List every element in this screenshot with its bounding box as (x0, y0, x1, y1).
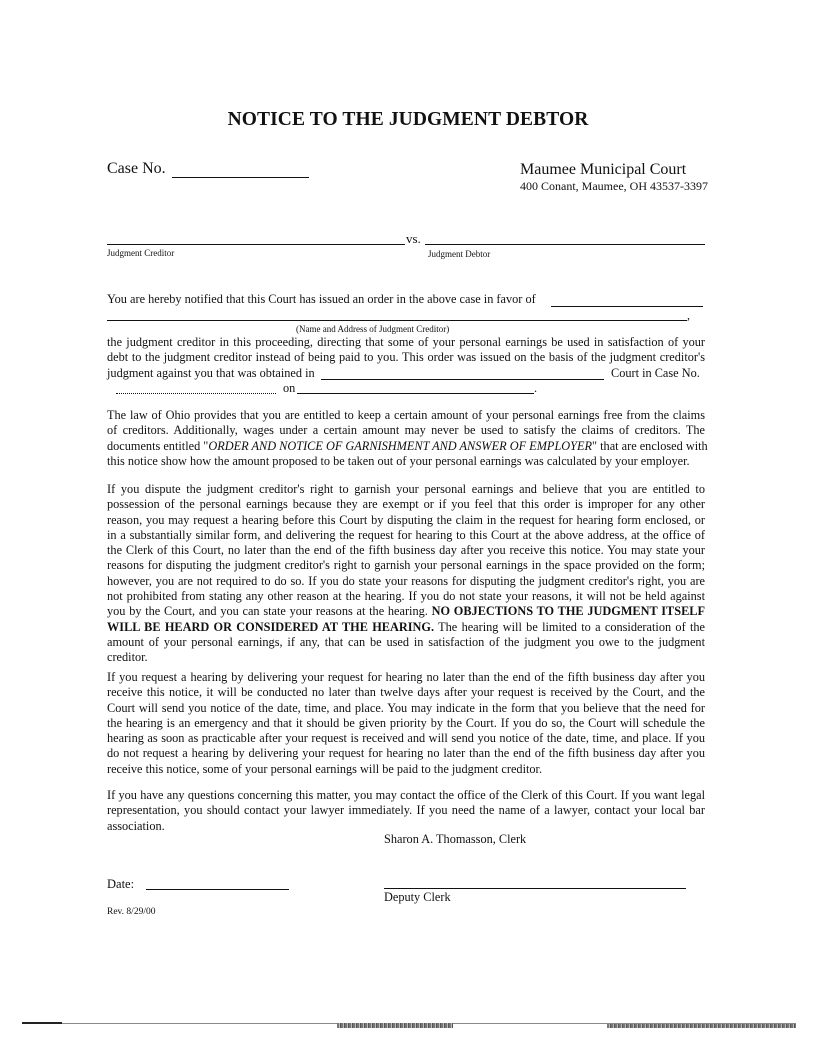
law-line: The law of Ohio provides that you are entitled to keep a certain amount of your personal earnings free from the claims (107, 408, 705, 422)
questions-line: If you have any questions concerning this matter, you may contact the office of the Clerk of this Court. If you want legal (107, 788, 705, 802)
notice-line-6a: on (283, 381, 296, 395)
notice-line-6b: . (534, 381, 538, 395)
case-number-field[interactable] (116, 393, 276, 394)
notice-line-1: You are hereby notified that this Court has issued an order in the above case in favor of (107, 292, 536, 306)
request-line: receive this notice, it will be conducted no later than twelve days after your request is received by the Court, and the (107, 685, 705, 700)
questions-paragraph (107, 788, 705, 834)
judgment-date-field[interactable] (297, 393, 534, 394)
scan-artifact (22, 1022, 62, 1024)
dispute-line-post: The hearing will be limited to a consideration of the (434, 619, 705, 634)
dispute-line: in a substantially similar form, and delivering the request for hearing to this Court at the above address, at the office of (107, 527, 705, 542)
notice-comma: , (687, 308, 690, 322)
dispute-line: however, you are not required to do so. If you do state your reasons for disputing the judgment creditor's right, you are (107, 573, 705, 588)
judgment-creditor-field[interactable] (107, 244, 405, 245)
dispute-line: reasons for disputing the judgment creditor's right to garnish your personal earnings in the space provided on the form; (107, 558, 705, 573)
dispute-paragraph (107, 482, 705, 666)
notice-line-4: debt to the judgment creditor instead of being paid to you. This order was issued on the basis of the judgment creditor's (107, 350, 705, 365)
scan-artifact (337, 1023, 453, 1028)
judgment-debtor-field[interactable] (425, 244, 705, 245)
law-paragraph (107, 408, 708, 469)
dispute-line: reason, you may request a hearing before this Court by disputing the claim in the request for hearing form enclosed, or (107, 512, 705, 527)
creditor-address-caption: (Name and Address of Judgment Creditor) (296, 324, 450, 334)
revision-date: Rev. 8/29/00 (107, 907, 156, 917)
dispute-line: amount of your personal earnings, if any, that can be used in satisfaction of the judgment you owe to the judgment (107, 634, 705, 649)
law-line: of creditors. Additionally, wages under a certain amount may never be used to satisfy the claims of creditors. The (107, 423, 705, 438)
date-field[interactable] (146, 889, 289, 890)
clerk-name: Sharon A. Thomasson, Clerk (384, 832, 527, 846)
garnishment-document-title: ORDER AND NOTICE OF GARNISHMENT AND ANSWER OF EMPLOYER (208, 438, 593, 453)
creditor-address-field[interactable] (107, 320, 687, 321)
scan-artifact (607, 1024, 796, 1028)
request-line: receive this notice, some of your personal earnings will be paid to the judgment creditor. (107, 761, 543, 776)
creditor-favor-field[interactable] (551, 306, 703, 307)
court-address: 400 Conant, Maumee, OH 43537-3397 (520, 179, 708, 193)
request-line: hearing as soon as practicable after your request is received and will send you notice of the date, time, and place. If you (107, 731, 705, 746)
questions-line: association. (107, 818, 165, 833)
deputy-clerk-signature-line[interactable] (384, 888, 686, 889)
dispute-line (107, 604, 705, 619)
questions-line: representation, you should contact your lawyer immediately. If you need the name of a lawyer, contact your local bar (107, 803, 705, 818)
dispute-line: possession of the personal earnings because they are exempt or if you feel that this order is improper for any other (107, 497, 705, 512)
request-line: Court will send you notice of the date, time, and place. You may indicate in the form that you believe that the need for (107, 700, 705, 715)
request-line: If you request a hearing by delivering your request for hearing no later than the end of the fifth business day after you (107, 670, 705, 684)
page-title: NOTICE TO THE JUDGMENT DEBTOR (227, 109, 589, 130)
notice-line-5a: judgment against you that was obtained in (107, 366, 315, 380)
notice-line-3: the judgment creditor in this proceeding, directing that some of your personal earnings be used in satisfaction of your (107, 335, 705, 349)
dispute-line (107, 620, 705, 635)
deputy-clerk-label: Deputy Clerk (384, 890, 451, 904)
request-line: do not request a hearing by delivering your request for hearing no later than the end of the fifth business day after you (107, 746, 705, 761)
case-no-field[interactable] (172, 177, 309, 178)
law-line (107, 438, 708, 454)
case-no-label: Case No. (107, 160, 166, 177)
date-label: Date: (107, 877, 135, 891)
judgment-debtor-caption: Judgment Debtor (428, 249, 491, 259)
court-name: Maumee Municipal Court (520, 161, 687, 178)
dispute-line: creditor. (107, 650, 148, 665)
not-heard-bold: WILL BE HEARD OR CONSIDERED AT THE HEARING. (107, 619, 435, 634)
no-objections-bold: NO OBJECTIONS TO THE JUDGMENT ITSELF (431, 604, 705, 619)
notice-line-5b: Court in Case No. (611, 366, 700, 380)
dispute-line: not prohibited from stating any other reason at the hearing. If you do not state your reasons, it will not be held against (107, 589, 705, 604)
law-line: this notice show how the amount proposed to be taken out of your personal earnings was calculated by your employer. (107, 453, 690, 468)
law-line-post: " that are enclosed with (592, 438, 708, 453)
request-line: the hearing is an emergency and that it should be given priority by the Court. If you do so, the Court will schedule the (107, 715, 705, 730)
dispute-line: If you dispute the judgment creditor's right to garnish your personal earnings and believe that you are entitled to (107, 482, 705, 496)
vs-label: vs. (406, 231, 421, 246)
notice-paragraph (107, 335, 705, 366)
dispute-line-pre: you by the Court, and you can state your reasons at the hearing. (107, 604, 432, 619)
request-paragraph (107, 670, 705, 777)
judgment-creditor-caption: Judgment Creditor (107, 248, 175, 258)
dispute-line: the Clerk of this Court, no later than the end of the fifth business day after you receive this notice. You may state your (107, 543, 705, 558)
court-obtained-field[interactable] (321, 379, 604, 380)
law-line-pre: documents entitled " (107, 438, 209, 453)
